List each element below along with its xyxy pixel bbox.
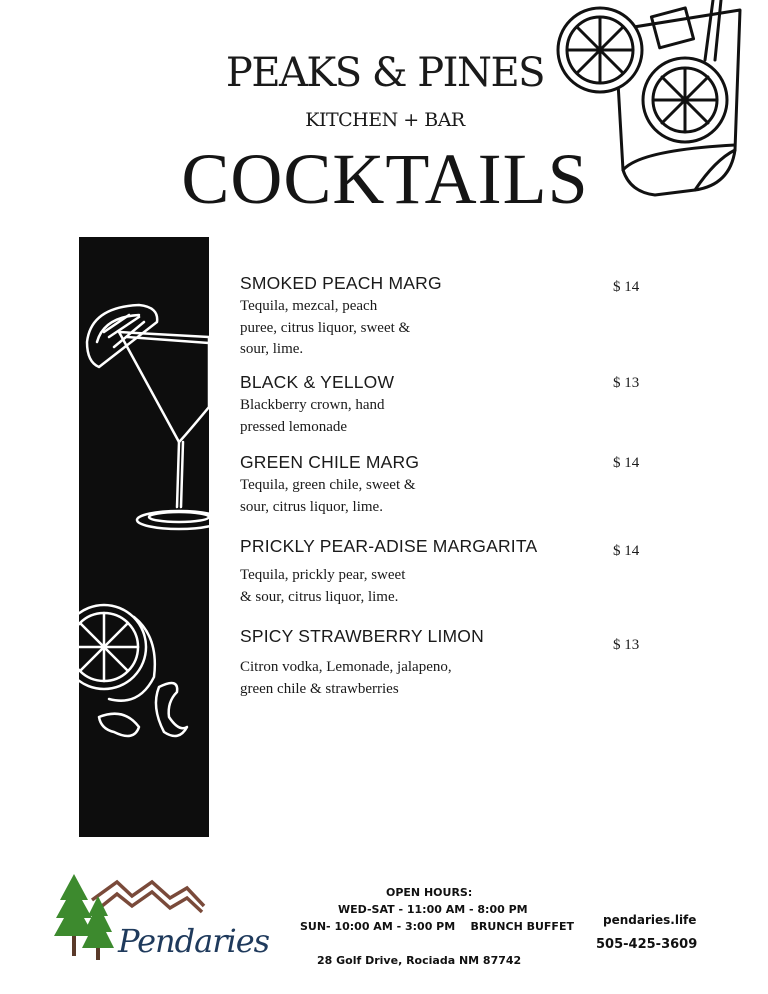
- menu-item-name: PRICKLY PEAR-ADISE MARGARITA: [240, 536, 538, 556]
- website-link[interactable]: pendaries.life: [603, 913, 697, 927]
- cocktail-glass-illustration: [545, 0, 750, 200]
- menu-item-name: BLACK & YELLOW: [240, 372, 395, 392]
- menu-item-price: $ 13: [613, 637, 640, 653]
- martini-glass-illustration: [79, 237, 209, 837]
- hours-title: OPEN HOURS:: [386, 886, 473, 899]
- pendaries-logo: [52, 870, 282, 970]
- brand-subtitle: KITCHEN + BAR: [305, 109, 465, 131]
- menu-item-price: $ 14: [613, 279, 640, 295]
- hours-line-1: WED-SAT - 11:00 AM - 8:00 PM: [338, 903, 528, 916]
- menu-item-description: Tequila, prickly pear, sweet & sour, citrus liquor, lime.: [240, 567, 406, 605]
- menu-item-price: $ 14: [613, 543, 640, 559]
- hours-line-2: SUN- 10:00 AM - 3:00 PM BRUNCH BUFFET: [300, 920, 574, 933]
- menu-item: [240, 626, 640, 700]
- menu-item-name: SMOKED PEACH MARG: [240, 273, 442, 293]
- menu-item-description: Citron vodka, Lemonade, jalapeno, green chile & strawberries: [240, 659, 452, 697]
- menu-item: [240, 452, 640, 518]
- menu-item: [240, 536, 640, 608]
- menu-item-price: $ 14: [613, 455, 640, 471]
- menu-item: [240, 372, 640, 438]
- menu-item-description: Tequila, green chile, sweet & sour, citrus liquor, lime.: [240, 477, 416, 515]
- page-title: COCKTAILS: [181, 139, 589, 219]
- menu-item-name: GREEN CHILE MARG: [240, 452, 420, 472]
- phone-number[interactable]: 505-425-3609: [596, 937, 698, 952]
- menu-item-description: Tequila, mezcal, peach puree, citrus liquor, sweet & sour, lime.: [240, 298, 411, 357]
- address: 28 Golf Drive, Rociada NM 87742: [317, 954, 522, 967]
- menu-item-name: SPICY STRAWBERRY LIMON: [240, 626, 484, 646]
- menu-item: [240, 273, 640, 361]
- side-decor-panel: [79, 237, 209, 837]
- logo-text: Pendaries: [118, 922, 270, 960]
- menu-item-price: $ 13: [613, 375, 640, 391]
- menu-item-description: Blackberry crown, hand pressed lemonade: [240, 397, 385, 435]
- brand-name: PEAKS & PINES: [225, 50, 545, 96]
